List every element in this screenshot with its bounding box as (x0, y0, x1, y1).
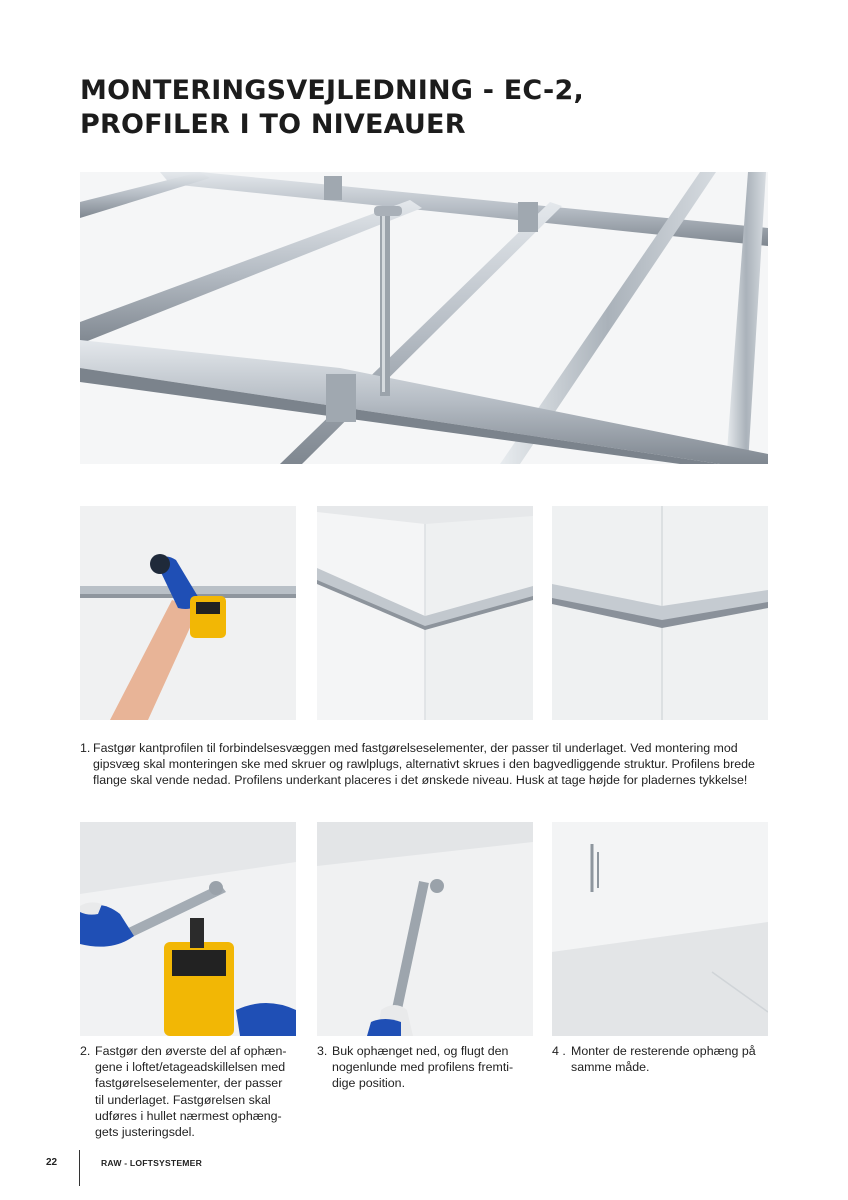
step2-caption (80, 1043, 300, 1140)
step4-photo-hangers-installed (552, 822, 768, 1036)
step2-line-3: fastgørelseselementer, der passer (95, 1076, 283, 1091)
hero-photo-ceiling-grid (80, 172, 768, 464)
step3-line-2: nogenlunde med profilens fremti- (332, 1060, 514, 1075)
step2-line-6: gets justeringsdel. (95, 1125, 195, 1140)
footer-section-label: RAW - LOFTSYSTEMER (101, 1158, 202, 1168)
step3-caption (317, 1043, 539, 1092)
page-title (80, 74, 770, 142)
step1-photo-corner-joint (552, 506, 768, 720)
step1-line-1: Fastgør kantprofilen til forbindelsesvæggen med fastgørelseselementer, der passer til underlaget. Ved montering mod (93, 741, 738, 755)
step2-line-1: Fastgør den øverste del af ophæn- (95, 1044, 287, 1058)
footer-divider (79, 1150, 80, 1186)
step2-photo-drill-hanger (80, 822, 296, 1036)
step4-line-1: Monter de resterende ophæng på (571, 1044, 756, 1058)
step4-line-2: samme måde. (571, 1060, 650, 1075)
step1-photo-drill-wall-profile (80, 506, 296, 720)
step2-line-4: til underlaget. Fastgørelsen skal (95, 1092, 271, 1107)
step1-caption (80, 740, 770, 789)
step4-caption (552, 1043, 770, 1075)
step4-number: 4 . (552, 1044, 566, 1058)
page-title-line-1: MONTERINGSVEJLEDNING - EC-2, (80, 75, 584, 106)
step2-line-2: gene i loftet/etageadskillelsen med (95, 1060, 286, 1075)
page-title-line-2: PROFILER I TO NIVEAUER (80, 109, 466, 140)
page-number: 22 (46, 1157, 58, 1168)
step1-photo-corner-profile (317, 506, 533, 720)
step1-number: 1. (80, 741, 91, 755)
step1-line-2: gipsvæg skal monteringen ske med skruer og rawlplugs, alternativt skrues i den bagvedliggende struktur. Profilens brede (93, 757, 755, 772)
step3-number: 3. (317, 1044, 328, 1058)
step2-line-5: udføres i hullet nærmest ophæng- (95, 1108, 282, 1123)
step3-photo-bend-hanger (317, 822, 533, 1036)
step3-line-1: Buk ophænget ned, og flugt den (332, 1044, 509, 1058)
step3-line-3: dige position. (332, 1076, 406, 1091)
step1-line-3: flange skal vende nedad. Profilens underkant placeres i det ønskede niveau. Husk at tage højde for pladernes tykkelse! (93, 773, 748, 788)
step2-number: 2. (80, 1044, 91, 1058)
